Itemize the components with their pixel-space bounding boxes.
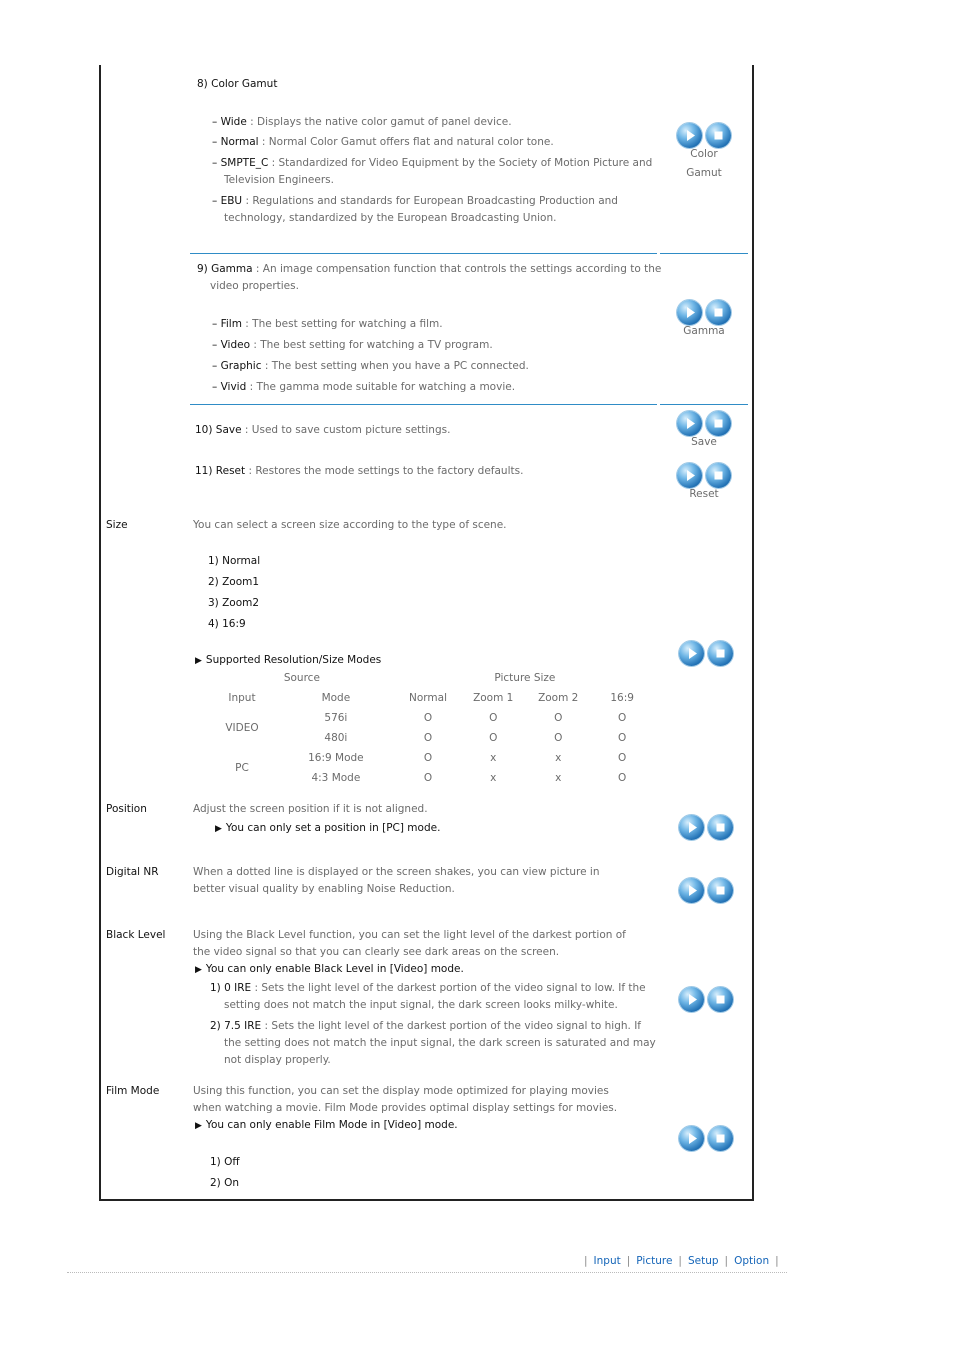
black-level-label: Black Level bbox=[106, 929, 166, 941]
film-mode-label: Film Mode bbox=[106, 1085, 160, 1097]
supported-title-text: Supported Resolution/Size Modes bbox=[205, 654, 382, 666]
position-label: Position bbox=[106, 803, 147, 815]
stop-icon[interactable] bbox=[708, 878, 733, 903]
section-divider bbox=[190, 253, 657, 254]
table-cell: x bbox=[555, 752, 562, 764]
stop-icon[interactable] bbox=[708, 1126, 733, 1151]
gamut-icon-group bbox=[674, 123, 734, 182]
film-mode-note-text: You can only enable Film Mode in [Video] mode. bbox=[205, 1119, 458, 1131]
position-note-text: You can only set a position in [PC] mode. bbox=[225, 822, 441, 834]
table-cell: O bbox=[489, 712, 498, 724]
table-row bbox=[208, 748, 654, 768]
position-icon-group bbox=[676, 815, 736, 840]
gamma-item: – Graphic : The best setting when you have a PC connected. bbox=[212, 360, 529, 372]
icon-caption: Save bbox=[691, 436, 717, 448]
table-cell: 4:3 Mode bbox=[311, 772, 361, 784]
supported-title bbox=[195, 654, 381, 666]
table-header: Zoom 2 bbox=[538, 692, 579, 704]
gamma-item-term: Video bbox=[220, 339, 251, 351]
table-cell: x bbox=[555, 772, 562, 784]
gamut-term: Normal bbox=[220, 136, 259, 148]
resolution-size-table bbox=[208, 668, 654, 788]
gamma-item-desc: : The best setting for watching a film. bbox=[241, 318, 443, 330]
nav-link-picture[interactable]: Picture bbox=[636, 1255, 673, 1267]
play-icon[interactable] bbox=[677, 411, 702, 436]
gamma-term: 9) Gamma bbox=[197, 263, 253, 275]
size-option: 3) Zoom2 bbox=[208, 597, 260, 609]
black-level-item-term: 1) 0 IRE bbox=[210, 982, 252, 994]
black-level-desc: Using the Black Level function, you can set the light level of the darkest portion of the video signal so that you can clearly see dark areas on the screen. bbox=[193, 929, 626, 958]
nav-link-setup[interactable]: Setup bbox=[687, 1255, 719, 1267]
stop-icon[interactable] bbox=[706, 463, 731, 488]
reset-term: 11) Reset bbox=[195, 465, 246, 477]
play-icon[interactable] bbox=[677, 463, 702, 488]
table-cell: 480i bbox=[324, 732, 348, 744]
reset-icon-group bbox=[674, 463, 734, 503]
play-icon[interactable] bbox=[677, 300, 702, 325]
gamut-term: Wide bbox=[220, 116, 247, 128]
table-header: Mode bbox=[321, 692, 351, 704]
play-icon[interactable] bbox=[679, 987, 704, 1012]
table-cell: O bbox=[617, 732, 627, 744]
gamma-intro bbox=[197, 261, 665, 295]
table-row bbox=[208, 708, 654, 728]
gamma-icon-group bbox=[674, 300, 734, 340]
table-cell: O bbox=[617, 772, 627, 784]
table-cell: O bbox=[489, 732, 498, 744]
stop-icon[interactable] bbox=[708, 987, 733, 1012]
gamut-term: SMPTE_C bbox=[220, 157, 269, 169]
table-cell: O bbox=[423, 712, 433, 724]
table-cell: O bbox=[423, 732, 433, 744]
table-cell: O bbox=[554, 712, 563, 724]
black-level-note-text: You can only enable Black Level in [Video] mode. bbox=[205, 963, 464, 975]
table-header: Zoom 1 bbox=[473, 692, 514, 704]
triangle-right-icon: ▶ bbox=[195, 965, 202, 975]
play-icon[interactable] bbox=[679, 815, 704, 840]
table-cell: x bbox=[490, 772, 497, 784]
black-level-item bbox=[210, 1018, 656, 1069]
size-icon-group bbox=[676, 641, 736, 666]
table-cell: O bbox=[617, 752, 627, 764]
save-desc: : Used to save custom picture settings. bbox=[241, 424, 451, 436]
table-input-cell: PC bbox=[235, 762, 249, 774]
nav-separator: | bbox=[584, 1255, 588, 1267]
stop-icon[interactable] bbox=[706, 411, 731, 436]
digital-nr-desc: When a dotted line is displayed or the screen shakes, you can view picture in better visual quality by enabling Noise Reduction. bbox=[193, 866, 600, 895]
size-desc: You can select a screen size according to the type of scene. bbox=[193, 519, 507, 531]
stop-icon[interactable] bbox=[708, 641, 733, 666]
black-level-note bbox=[195, 963, 464, 975]
triangle-right-icon: ▶ bbox=[215, 824, 222, 834]
nav-separator: | bbox=[678, 1255, 682, 1267]
gamut-desc: : Normal Color Gamut offers flat and natural color tone. bbox=[258, 136, 554, 148]
nav-link-option[interactable]: Option bbox=[734, 1255, 770, 1267]
icon-caption: Reset bbox=[689, 488, 719, 500]
gamma-item-desc: : The best setting for watching a TV program. bbox=[250, 339, 493, 351]
table-header: 16:9 bbox=[610, 692, 634, 704]
play-icon[interactable] bbox=[679, 878, 704, 903]
size-option: 4) 16:9 bbox=[208, 618, 246, 630]
play-icon[interactable] bbox=[677, 123, 702, 148]
gamma-item-term: Vivid bbox=[220, 381, 247, 393]
play-icon[interactable] bbox=[679, 641, 704, 666]
gamma-item-term: Graphic bbox=[220, 360, 262, 372]
section-divider bbox=[190, 404, 657, 405]
film-mode-note bbox=[195, 1119, 458, 1131]
gamut-item: – Normal : Normal Color Gamut offers flat and natural color tone. bbox=[212, 136, 554, 148]
table-cell: 576i bbox=[324, 712, 348, 724]
film-mode-option: 1) Off bbox=[210, 1156, 240, 1168]
black-level-item-desc: : Sets the light level of the darkest portion of the video signal to low. If the setting does not match the input signal, the dark screen looks milky-white. bbox=[224, 982, 646, 1011]
gamut-item: – SMPTE_C : Standardized for Video Equipment by the Society of Motion Picture and Television Engineers. bbox=[212, 157, 653, 186]
gamma-item-desc: : The best setting when you have a PC connected. bbox=[261, 360, 529, 372]
film-mode-icon-group bbox=[676, 1126, 736, 1151]
reset-row bbox=[195, 465, 523, 477]
position-note bbox=[215, 822, 440, 834]
triangle-right-icon: ▶ bbox=[195, 1121, 202, 1131]
size-label: Size bbox=[106, 519, 128, 531]
size-option: 1) Normal bbox=[208, 555, 261, 567]
section-divider bbox=[660, 253, 748, 254]
footer-dotted-divider bbox=[67, 1272, 787, 1273]
gamut-desc: : Regulations and standards for European Broadcasting Production and technology, standardized by the European Broadcasting Union. bbox=[224, 195, 618, 224]
play-icon[interactable] bbox=[679, 1126, 704, 1151]
gamma-item: – Vivid : The gamma mode suitable for watching a movie. bbox=[212, 381, 516, 393]
save-row bbox=[195, 424, 450, 436]
icon-caption: Color bbox=[690, 148, 718, 160]
gamut-heading: 8) Color Gamut bbox=[197, 78, 278, 90]
gamut-item: – EBU : Regulations and standards for European Broadcasting Production and technology, standardized by the European Broadcasting Union. bbox=[212, 195, 618, 224]
stop-icon[interactable] bbox=[706, 300, 731, 325]
gamma-desc: : An image compensation function that controls the settings according to the video properties. bbox=[210, 263, 662, 292]
position-desc: Adjust the screen position if it is not aligned. bbox=[193, 803, 428, 815]
black-level-item-term: 2) 7.5 IRE bbox=[210, 1020, 262, 1032]
table-cell: O bbox=[423, 772, 433, 784]
save-term: 10) Save bbox=[195, 424, 242, 436]
table-header-source: Source bbox=[283, 672, 320, 684]
gamut-desc: : Displays the native color gamut of panel device. bbox=[246, 116, 512, 128]
table-cell: O bbox=[554, 732, 563, 744]
gamma-item: – Video : The best setting for watching a TV program. bbox=[212, 339, 493, 351]
film-mode-desc: Using this function, you can set the display mode optimized for playing movies when watching a movie. Film Mode provides optimal display settings for movies. bbox=[193, 1085, 618, 1114]
section-divider bbox=[660, 404, 748, 405]
black-level-item bbox=[210, 980, 654, 1014]
table-cell: O bbox=[423, 752, 433, 764]
nav-separator: | bbox=[724, 1255, 729, 1267]
black-level-icon-group bbox=[676, 987, 736, 1012]
stop-icon[interactable] bbox=[708, 815, 733, 840]
icon-caption: Gamma bbox=[683, 325, 725, 337]
digital-nr-icon-group bbox=[676, 878, 736, 903]
gamma-item-term: Film bbox=[220, 318, 242, 330]
nav-separator: | bbox=[775, 1255, 779, 1267]
gamma-item-desc: : The gamma mode suitable for watching a movie. bbox=[246, 381, 516, 393]
black-level-item-desc: : Sets the light level of the darkest portion of the video signal to high. If the setting does not match the input signal, the dark screen is saturated and may not display properly. bbox=[224, 1020, 656, 1066]
table-header: Input bbox=[228, 692, 256, 704]
nav-link-input[interactable]: Input bbox=[593, 1255, 621, 1267]
icon-caption: Gamut bbox=[686, 167, 722, 179]
gamma-item: – Film : The best setting for watching a film. bbox=[212, 318, 443, 330]
size-option: 2) Zoom1 bbox=[208, 576, 260, 588]
table-cell: O bbox=[617, 712, 627, 724]
stop-icon[interactable] bbox=[706, 123, 731, 148]
gamut-item: – Wide : Displays the native color gamut of panel device. bbox=[212, 116, 512, 128]
save-icon-group bbox=[674, 411, 734, 451]
table-header-picture-size: Picture Size bbox=[494, 672, 556, 684]
nav-separator: | bbox=[626, 1255, 631, 1267]
footer-nav bbox=[584, 1255, 779, 1267]
table-input-cell: VIDEO bbox=[225, 722, 259, 734]
table-cell: x bbox=[490, 752, 497, 764]
film-mode-option: 2) On bbox=[210, 1177, 240, 1189]
table-header: Normal bbox=[409, 692, 447, 704]
gamut-term: EBU bbox=[220, 195, 243, 207]
triangle-right-icon: ▶ bbox=[195, 656, 202, 666]
reset-desc: : Restores the mode settings to the factory defaults. bbox=[245, 465, 524, 477]
gamut-desc: : Standardized for Video Equipment by the Society of Motion Picture and Television Engineers. bbox=[224, 157, 653, 186]
table-cell: 16:9 Mode bbox=[308, 752, 364, 764]
digital-nr-label: Digital NR bbox=[106, 866, 159, 878]
